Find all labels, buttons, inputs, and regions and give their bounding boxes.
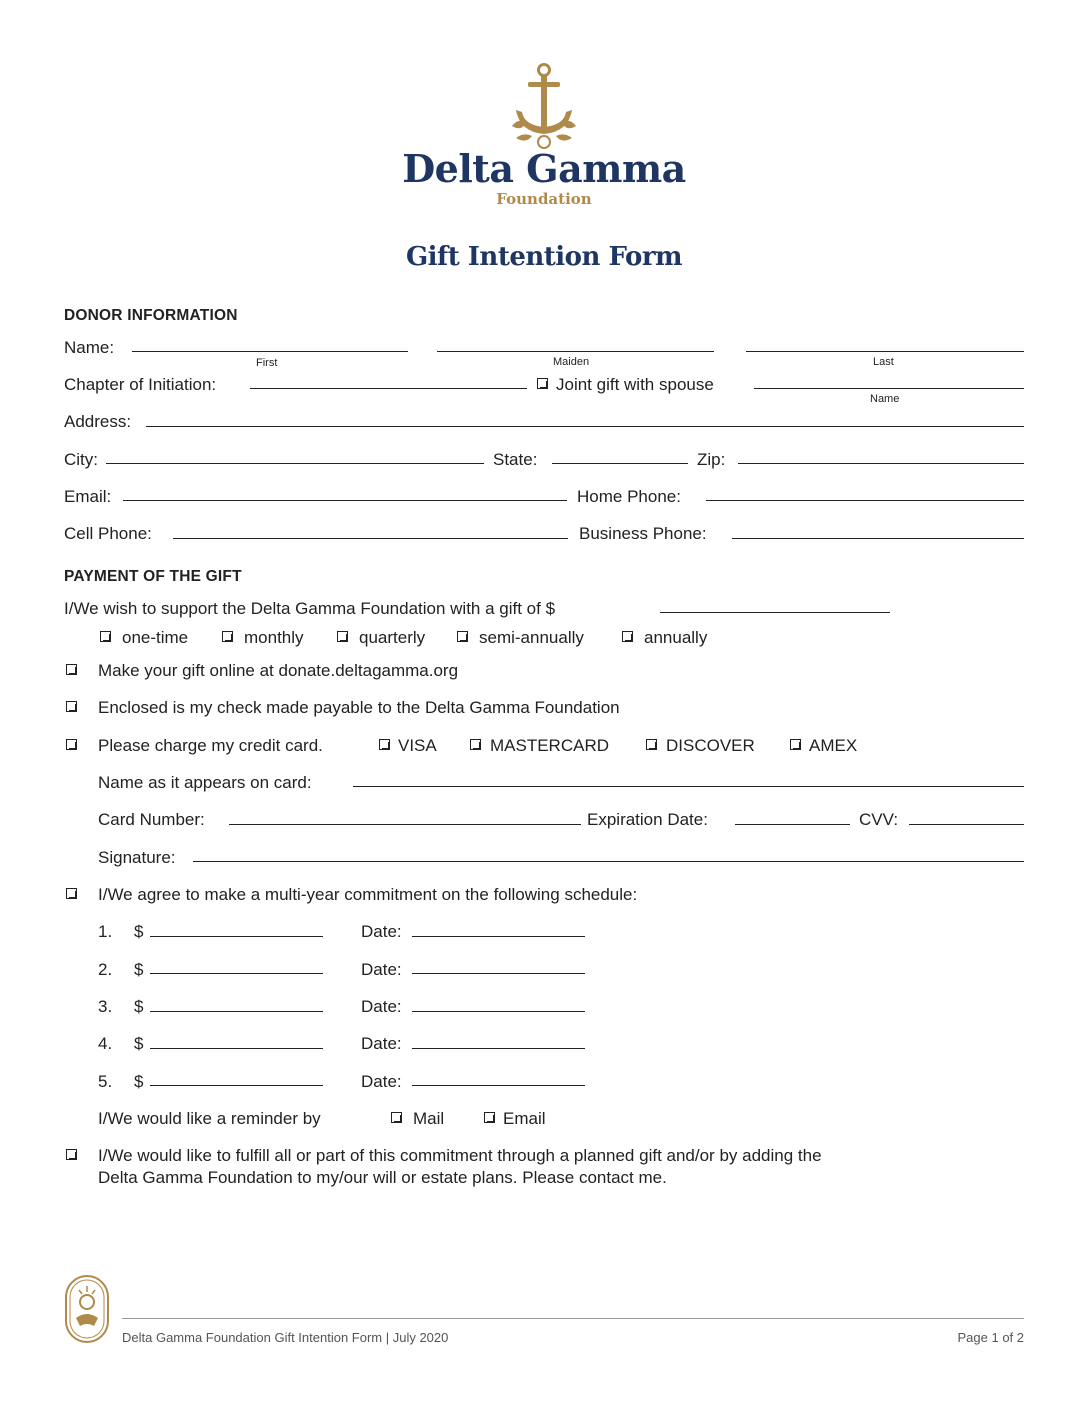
frequency-annually-label: annually [644, 628, 708, 647]
chapter-field[interactable] [250, 388, 527, 389]
city-label: City: [64, 450, 98, 469]
reminder-email-checkbox[interactable] [484, 1112, 495, 1123]
schedule-amount-field[interactable] [150, 1011, 323, 1012]
first-name-field[interactable] [132, 351, 408, 352]
address-label: Address: [64, 412, 132, 431]
frequency-semi-annually-checkbox[interactable] [457, 631, 468, 642]
reminder-text: I/We would like a reminder by [98, 1109, 321, 1128]
home-phone-label: Home Phone: [577, 487, 681, 506]
schedule-dollar: $ [134, 1072, 144, 1091]
spouse-name-sublabel: Name [870, 393, 900, 405]
state-field[interactable] [552, 463, 688, 464]
schedule-date-label: Date: [361, 1072, 402, 1091]
card-number-field[interactable] [229, 824, 581, 825]
frequency-one-time-checkbox[interactable] [100, 631, 111, 642]
joint-gift-checkbox[interactable] [537, 378, 548, 389]
first-sublabel: First [256, 357, 278, 369]
card-amex-checkbox[interactable] [790, 739, 801, 750]
card-mastercard-label: MASTERCARD [490, 736, 610, 755]
address-field[interactable] [146, 426, 1024, 427]
reminder-email-label: Email [503, 1109, 546, 1128]
card-name-label: Name as it appears on card: [98, 773, 312, 792]
schedule-amount-field[interactable] [150, 1085, 323, 1086]
anchor-icon [508, 62, 580, 154]
footer-divider [122, 1318, 1024, 1319]
joint-gift-label: Joint gift with spouse [556, 375, 714, 394]
footer-left-text: Delta Gamma Foundation Gift Intention Form | July 2020 [122, 1330, 449, 1345]
schedule-date-label: Date: [361, 997, 402, 1016]
reminder-mail-checkbox[interactable] [391, 1112, 402, 1123]
payment-heading: PAYMENT OF THE GIFT [64, 568, 242, 585]
logo-delta-letter: Δ [525, 96, 534, 110]
frequency-quarterly-label: quarterly [359, 628, 426, 647]
schedule-dollar: $ [134, 1034, 144, 1053]
schedule-amount-field[interactable] [150, 936, 323, 937]
form-title: Gift Intention Form [405, 242, 683, 272]
schedule-date-label: Date: [361, 960, 402, 979]
multiyear-checkbox[interactable] [66, 888, 77, 899]
reminder-mail-label: Mail [413, 1109, 445, 1128]
credit-card-checkbox[interactable] [66, 739, 77, 750]
chapter-label: Chapter of Initiation: [64, 375, 217, 394]
schedule-number: 5. [98, 1072, 113, 1091]
maiden-sublabel: Maiden [553, 356, 590, 368]
org-subtitle: Foundation [496, 190, 592, 208]
schedule-number: 3. [98, 997, 113, 1016]
planned-gift-checkbox[interactable] [66, 1149, 77, 1160]
schedule-date-field[interactable] [412, 1048, 585, 1049]
business-phone-field[interactable] [732, 538, 1024, 539]
cvv-label: CVV: [859, 810, 899, 829]
card-discover-label: DISCOVER [666, 736, 755, 755]
online-gift-text: Make your gift online at donate.deltagamma.org [98, 661, 459, 680]
spouse-name-field[interactable] [754, 388, 1024, 389]
email-field[interactable] [123, 500, 567, 501]
home-phone-field[interactable] [706, 500, 1024, 501]
schedule-number: 4. [98, 1034, 113, 1053]
check-enclosed-checkbox[interactable] [66, 701, 77, 712]
schedule-number: 1. [98, 922, 113, 941]
schedule-date-label: Date: [361, 1034, 402, 1053]
planned-gift-line-2: Delta Gamma Foundation to my/our will or estate plans. Please contact me. [98, 1168, 667, 1187]
card-visa-checkbox[interactable] [379, 739, 390, 750]
frequency-one-time-label: one-time [122, 628, 189, 647]
schedule-date-field[interactable] [412, 973, 585, 974]
check-enclosed-text: Enclosed is my check made payable to the Delta Gamma Foundation [98, 698, 620, 717]
schedule-dollar: $ [134, 997, 144, 1016]
page-number: Page 1 of 2 [957, 1330, 1024, 1345]
schedule-date-field[interactable] [412, 936, 585, 937]
frequency-monthly-label: monthly [244, 628, 304, 647]
cvv-field[interactable] [909, 824, 1024, 825]
schedule-date-field[interactable] [412, 1085, 585, 1086]
card-name-field[interactable] [353, 786, 1024, 787]
card-amex-label: AMEX [809, 736, 858, 755]
support-text: I/We wish to support the Delta Gamma Foundation with a gift of $ [64, 599, 556, 618]
credit-card-text: Please charge my credit card. [98, 736, 323, 755]
signature-field[interactable] [193, 861, 1024, 862]
logo-gamma-letter: Γ [556, 96, 564, 110]
schedule-date-label: Date: [361, 922, 402, 941]
last-name-field[interactable] [746, 351, 1024, 352]
card-number-label: Card Number: [98, 810, 205, 829]
multiyear-text: I/We agree to make a multi-year commitment on the following schedule: [98, 885, 638, 904]
city-field[interactable] [106, 463, 484, 464]
frequency-quarterly-checkbox[interactable] [337, 631, 348, 642]
org-name: Delta Gamma [402, 146, 686, 191]
frequency-annually-checkbox[interactable] [622, 631, 633, 642]
cell-phone-label: Cell Phone: [64, 524, 152, 543]
email-label: Email: [64, 487, 112, 506]
schedule-amount-field[interactable] [150, 973, 323, 974]
schedule-date-field[interactable] [412, 1011, 585, 1012]
card-visa-label: VISA [398, 736, 437, 755]
schedule-dollar: $ [134, 960, 144, 979]
schedule-dollar: $ [134, 922, 144, 941]
donor-heading: DONOR INFORMATION [64, 307, 238, 324]
frequency-semi-annually-label: semi-annually [479, 628, 584, 647]
footer-seal-icon [64, 1274, 110, 1344]
expiration-field[interactable] [735, 824, 850, 825]
schedule-amount-field[interactable] [150, 1048, 323, 1049]
state-label: State: [493, 450, 538, 469]
expiration-label: Expiration Date: [587, 810, 708, 829]
signature-label: Signature: [98, 848, 176, 867]
card-discover-checkbox[interactable] [646, 739, 657, 750]
frequency-monthly-checkbox[interactable] [222, 631, 233, 642]
planned-gift-line-1: I/We would like to fulfill all or part of this commitment through a planned gift and/or by adding the [98, 1146, 822, 1165]
card-mastercard-checkbox[interactable] [470, 739, 481, 750]
gift-amount-field[interactable] [660, 612, 890, 613]
name-label: Name: [64, 338, 115, 357]
schedule-number: 2. [98, 960, 113, 979]
zip-field[interactable] [738, 463, 1024, 464]
cell-phone-field[interactable] [173, 538, 568, 539]
online-gift-checkbox[interactable] [66, 664, 77, 675]
last-sublabel: Last [873, 356, 894, 368]
business-phone-label: Business Phone: [579, 524, 707, 543]
maiden-name-field[interactable] [437, 351, 714, 352]
zip-label: Zip: [697, 450, 726, 469]
